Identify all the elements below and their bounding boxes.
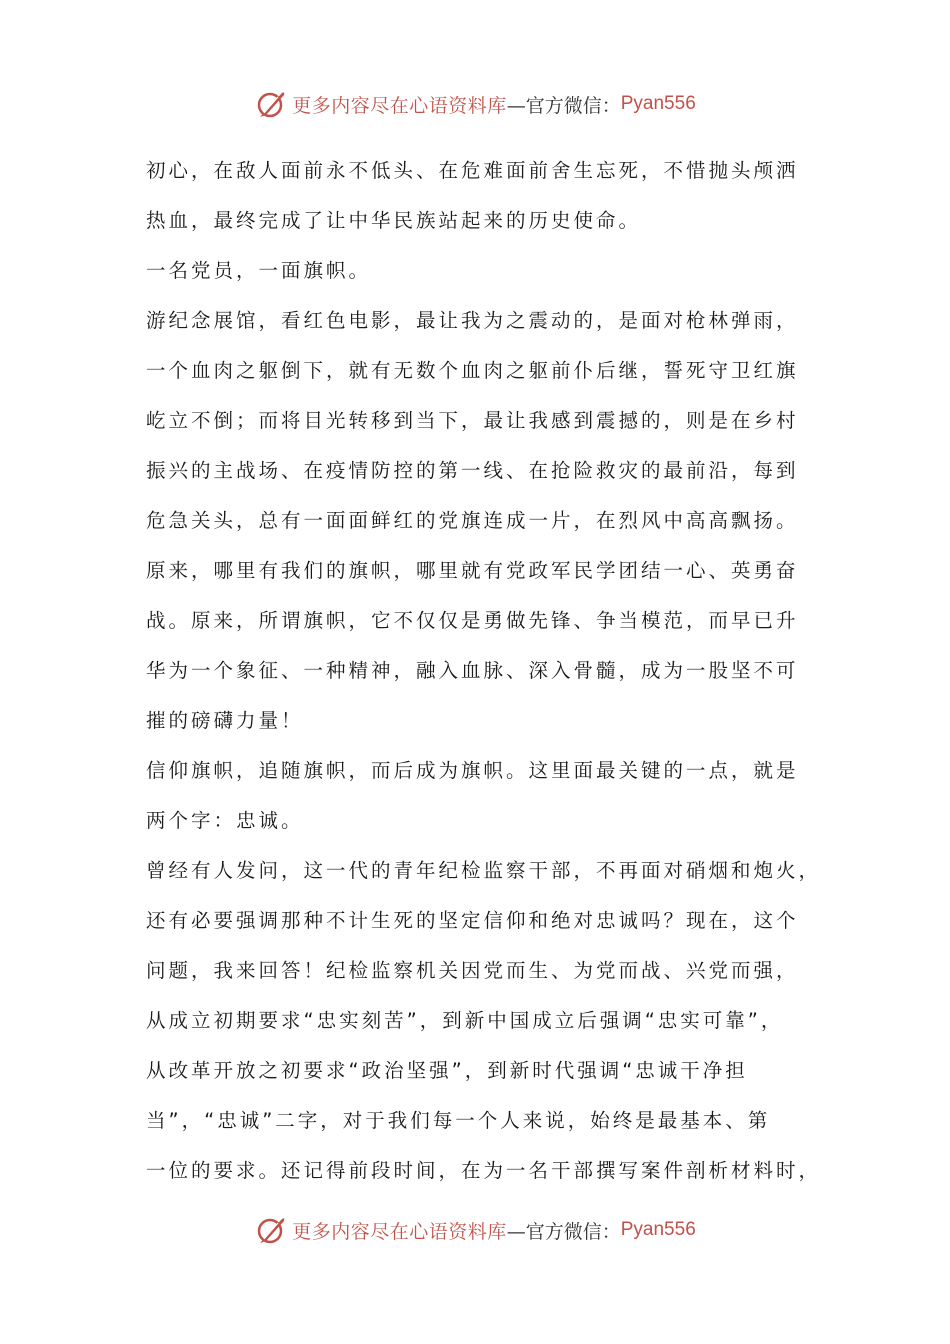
text-line: 一名党员，一面旗帜。	[146, 259, 372, 282]
text-line: 华为一个象征、一种精神，融入血脉、深入骨髓，成为一股坚不可	[146, 659, 799, 682]
text-line: 一个血肉之躯倒下，就有无数个血肉之躯前仆后继，誓死守卫红旗	[146, 359, 799, 382]
header-brand-text: 更多内容尽在心语资料库	[292, 94, 507, 117]
text-line: 战。原来，所谓旗帜，它不仅仅是勇做先锋、争当模范，而早已升	[146, 609, 799, 632]
text-line: 游纪念展馆，看红色电影，最让我为之震动的，是面对枪林弹雨，	[146, 309, 799, 332]
text-line: 振兴的主战场、在疫情防控的第一线、在抢险救灾的最前沿，每到	[146, 459, 799, 482]
header-separator: —官方微信：	[506, 94, 621, 117]
text-line: 一位的要求。还记得前段时间，在为一名干部撰写案件剖析材料时，	[146, 1159, 822, 1182]
text-line: 还有必要强调那种不计生死的坚定信仰和绝对忠诚吗？现在，这个	[146, 909, 799, 932]
text-line: 屹立不倒；而将目光转移到当下，最让我感到震撼的，则是在乡村	[146, 409, 799, 432]
text-line: 原来，哪里有我们的旗帜，哪里就有党政军民学团结一心、英勇奋	[146, 559, 799, 582]
footer-separator: —官方微信：	[506, 1220, 621, 1243]
text-line: 热血，最终完成了让中华民族站起来的历史使命。	[146, 209, 642, 232]
text-line: 从改革开放之初要求“政治坚强”，到新时代强调“忠诚干净担	[146, 1059, 748, 1082]
footer-banner	[0, 1208, 950, 1252]
text-line: 问题，我来回答！纪检监察机关因党而生、为党而战、兴党而强，	[146, 959, 799, 982]
footer-brand-text: 更多内容尽在心语资料库	[292, 1220, 507, 1243]
text-line: 曾经有人发问，这一代的青年纪检监察干部，不再面对硝烟和炮火，	[146, 859, 822, 882]
text-line: 当”，“忠诚”二字，对于我们每一个人来说，始终是最基本、第	[146, 1109, 771, 1132]
body-text	[146, 146, 826, 1196]
quill-pen-logo-icon	[254, 1213, 288, 1247]
text-line: 信仰旗帜，追随旗帜，而后成为旗帜。这里面最关键的一点，就是	[146, 759, 799, 782]
text-line: 从成立初期要求“忠实刻苦”，到新中国成立后强调“忠实可靠”，	[146, 1009, 784, 1032]
quill-pen-logo-icon	[254, 87, 288, 121]
text-line: 摧的磅礴力量！	[146, 709, 304, 732]
text-line: 危急关头，总有一面面鲜红的党旗连成一片，在烈风中高高飘扬。	[146, 509, 799, 532]
text-line: 初心，在敌人面前永不低头、在危难面前舍生忘死，不惜抛头颅洒	[146, 159, 799, 182]
footer-wechat-id: Pyan556	[620, 1219, 696, 1240]
header-wechat-id: Pyan556	[620, 93, 696, 114]
header-banner	[0, 82, 950, 126]
text-line: 两个字：忠诚。	[146, 809, 304, 832]
